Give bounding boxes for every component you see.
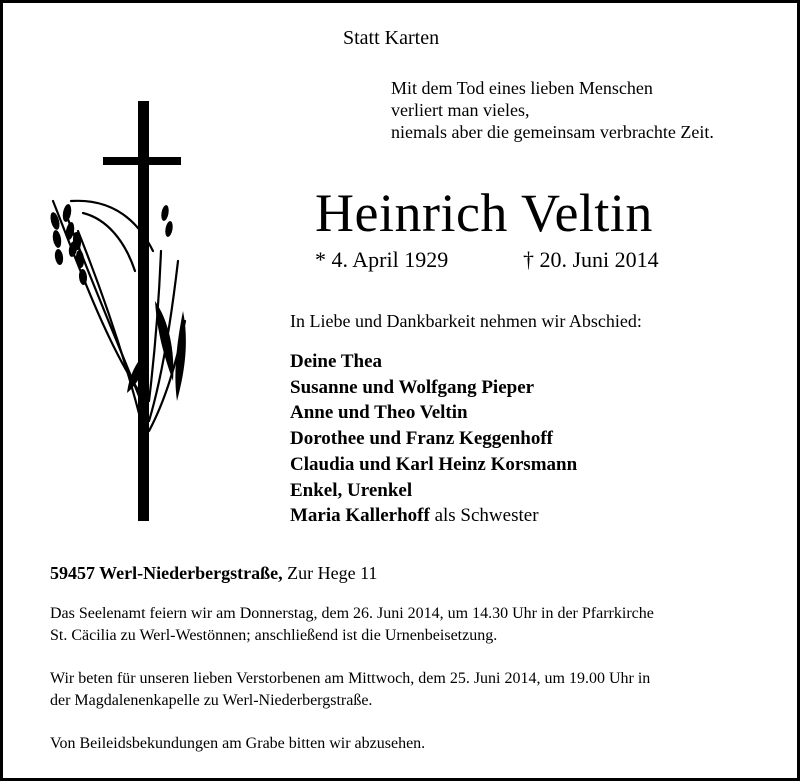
mourner-name: Deine Thea xyxy=(290,351,383,372)
farewell-intro: In Liebe und Dankbarkeit nehmen wir Abschied: xyxy=(290,311,642,331)
mourner-relation: als Schwester xyxy=(429,505,539,527)
mourner-name: Susanne und Wolfgang Pieper xyxy=(290,376,535,398)
mourner xyxy=(290,349,577,375)
mourners-list xyxy=(290,349,577,529)
notice-line: der Magdalenenkapelle zu Werl-Niederbergstraße. xyxy=(50,692,373,709)
notice-line: Das Seelenamt feiern wir am Donnerstag, dem 26. Juni 2014, um 14.30 Uhr in der Pfarrkirche xyxy=(50,605,654,622)
header-title: Statt Karten xyxy=(343,27,440,49)
mourner xyxy=(290,452,577,478)
condolence-notice xyxy=(50,733,770,755)
address-city: 59457 Werl-Niederbergstraße, xyxy=(50,563,283,583)
address-street: Zur Hege 11 xyxy=(282,563,378,583)
mourner xyxy=(290,400,577,426)
quote-line: verliert man vieles, xyxy=(391,100,530,120)
mourner xyxy=(290,503,577,529)
mourner xyxy=(290,426,577,452)
service-notice xyxy=(50,603,770,647)
mourner-name: Dorothee und Franz Keggenhoff xyxy=(290,428,553,450)
mourner-name: Claudia und Karl Heinz Korsmann xyxy=(290,453,578,475)
mourner-name: Maria Kallerhoff xyxy=(290,505,430,527)
mourner-name: Anne und Theo Veltin xyxy=(290,402,468,424)
mourner xyxy=(290,375,577,401)
notice-line: Wir beten für unseren lieben Verstorbenen am Mittwoch, dem 25. Juni 2014, um 19.00 Uhr in xyxy=(50,670,651,687)
deceased-name: Heinrich Veltin xyxy=(315,183,653,243)
memorial-quote xyxy=(391,77,714,143)
mourner-name: Enkel, Urenkel xyxy=(290,479,413,501)
notice-line: St. Cäcilia zu Werl-Westönnen; anschließend ist die Urnenbeisetzung. xyxy=(50,627,498,644)
family-address xyxy=(50,563,377,584)
death-date: † 20. Juni 2014 xyxy=(523,247,659,272)
cross-with-wheat-icon xyxy=(43,101,203,521)
birth-date: * 4. April 1929 xyxy=(315,247,449,272)
quote-line: Mit dem Tod eines lieben Menschen xyxy=(391,78,653,98)
prayer-notice xyxy=(50,668,770,712)
mourner xyxy=(290,478,577,504)
quote-line: niemals aber die gemeinsam verbrachte Zeit. xyxy=(391,122,714,142)
notice-line: Von Beileidsbekundungen am Grabe bitten wir abzusehen. xyxy=(50,735,426,752)
